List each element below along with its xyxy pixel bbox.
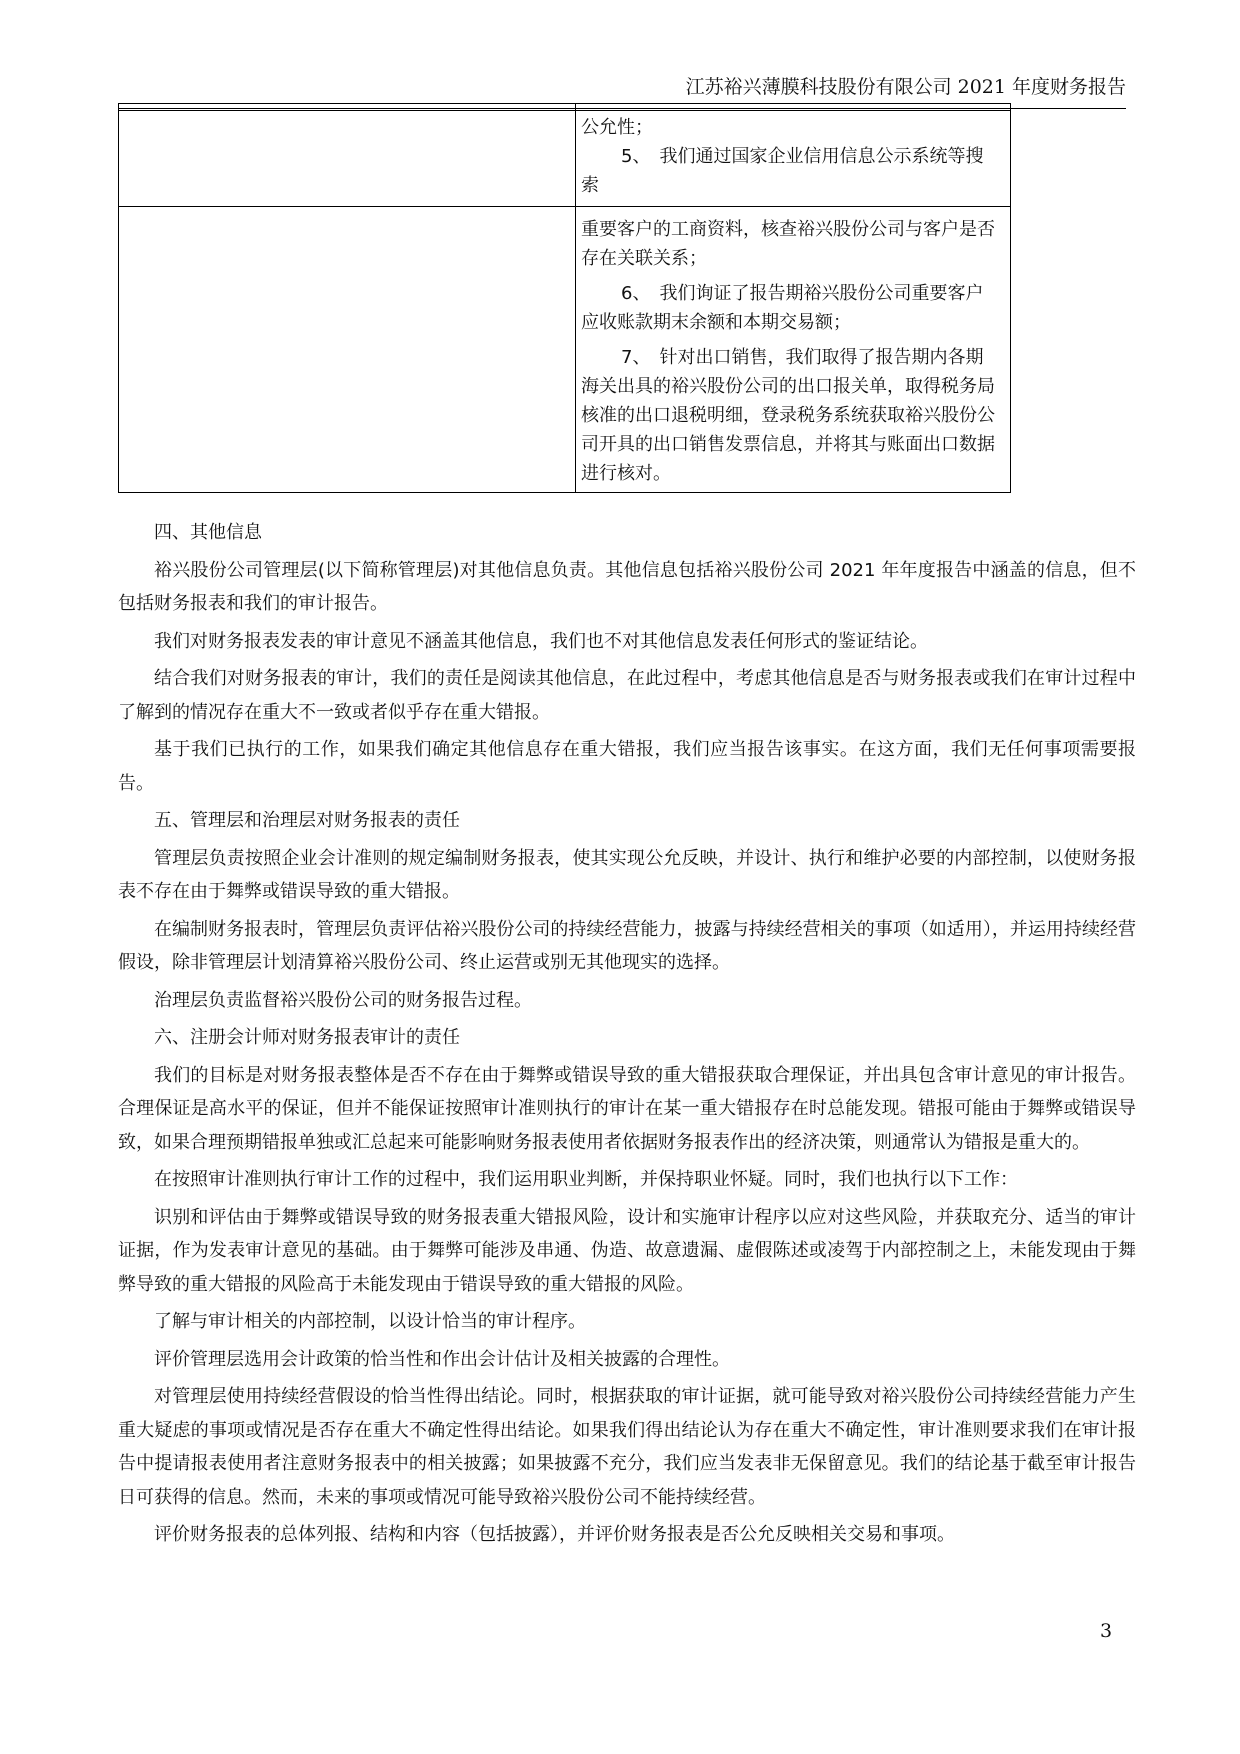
table-row	[119, 207, 1011, 493]
document-body	[118, 516, 1136, 1552]
cell-paragraph: 7、 针对出口销售，我们取得了报告期内各期海关出具的裕兴股份公司的出口报关单，取得税务局核准的出口退税明细，登录税务系统获取裕兴股份公司开具的出口销售发票信息，并将其与账面出口数据进行核对。	[581, 347, 995, 484]
cell-paragraph: 6、 我们询证了报告期裕兴股份公司重要客户应收账款期末余额和本期交易额；	[581, 283, 984, 333]
paragraph: 裕兴股份公司管理层(以下简称管理层)对其他信息负责。其他信息包括裕兴股份公司 2021 年年度报告中涵盖的信息，但不包括财务报表和我们的审计报告。	[118, 559, 1136, 614]
paragraph: 基于我们已执行的工作，如果我们确定其他信息存在重大错报，我们应当报告该事实。在这方面，我们无任何事项需要报告。	[118, 739, 1136, 794]
section-heading: 五、管理层和治理层对财务报表的责任	[154, 810, 460, 831]
table-cell-right	[576, 207, 1011, 493]
table-cell-left	[119, 104, 576, 111]
paragraph: 识别和评估由于舞弊或错误导致的财务报表重大错报风险，设计和实施审计程序以应对这些风险，并获取充分、适当的审计证据，作为发表审计意见的基础。由于舞弊可能涉及串通、伪造、故意遗漏、虚假陈述或凌驾于内部控制之上，未能发现由于舞弊导致的重大错报的风险高于未能发现由于错误导致的重大错报的风险。	[118, 1206, 1136, 1295]
paragraph: 结合我们对财务报表的审计，我们的责任是阅读其他信息，在此过程中，考虑其他信息是否与财务报表或我们在审计过程中了解到的情况存在重大不一致或者似乎存在重大错报。	[118, 668, 1136, 723]
cell-paragraph: 5、 我们通过国家企业信用信息公示系统等搜索	[581, 146, 984, 196]
paragraph: 我们对财务报表发表的审计意见不涵盖其他信息，我们也不对其他信息发表任何形式的鉴证结论。	[154, 630, 928, 652]
table-cell-right	[576, 111, 1011, 207]
paragraph: 评价财务报表的总体列报、结构和内容（包括披露），并评价财务报表是否公允反映相关交易和事项。	[154, 1524, 955, 1545]
table-cell-left	[119, 111, 576, 207]
table-row	[119, 111, 1011, 207]
paragraph: 在按照审计准则执行审计工作的过程中，我们运用职业判断，并保持职业怀疑。同时，我们也执行以下工作：	[154, 1169, 1018, 1190]
paragraph: 治理层负责监督裕兴股份公司的财务报告过程。	[154, 989, 532, 1011]
paragraph: 评价管理层选用会计政策的恰当性和作出会计估计及相关披露的合理性。	[154, 1348, 730, 1370]
paragraph: 管理层负责按照企业会计准则的规定编制财务报表，使其实现公允反映，并设计、执行和维护必要的内部控制，以使财务报表不存在由于舞弊或错误导致的重大错报。	[118, 847, 1136, 902]
page-number: 3	[1100, 1620, 1113, 1642]
audit-matters-table	[118, 103, 1011, 493]
paragraph: 在编制财务报表时，管理层负责评估裕兴股份公司的持续经营能力，披露与持续经营相关的事项（如适用），并运用持续经营假设，除非管理层计划清算裕兴股份公司、终止运营或别无其他现实的选择。	[118, 918, 1136, 973]
cell-paragraph: 重要客户的工商资料，核查裕兴股份公司与客户是否存在关联关系；	[581, 219, 995, 269]
table-header-row	[119, 104, 1011, 111]
header-title: 江苏裕兴薄膜科技股份有限公司 2021 年度财务报告	[685, 76, 1126, 98]
table-cell-left	[119, 207, 576, 493]
paragraph: 对管理层使用持续经营假设的恰当性得出结论。同时，根据获取的审计证据，就可能导致对裕兴股份公司持续经营能力产生重大疑虑的事项或情况是否存在重大不确定性得出结论。如果我们得出结论认为存在重大不确定性，审计准则要求我们在审计报告中提请报表使用者注意财务报表中的相关披露；如果披露不充分，我们应当发表非无保留意见。我们的结论基于截至审计报告日可获得的信息。然而，未来的事项或情况可能导致裕兴股份公司不能持续经营。	[118, 1386, 1136, 1508]
section-heading: 六、注册会计师对财务报表审计的责任	[154, 1027, 460, 1048]
table-cell-right	[576, 104, 1011, 111]
paragraph: 了解与审计相关的内部控制，以设计恰当的审计程序。	[154, 1311, 586, 1332]
paragraph: 我们的目标是对财务报表整体是否不存在由于舞弊或错误导致的重大错报获取合理保证，并出具包含审计意见的审计报告。合理保证是高水平的保证，但并不能保证按照审计准则执行的审计在某一重大错报存在时总能发现。错报可能由于舞弊或错误导致，如果合理预期错报单独或汇总起来可能影响财务报表使用者依据财务报表作出的经济决策，则通常认为错报是重大的。	[118, 1064, 1136, 1153]
section-heading: 四、其他信息	[154, 522, 262, 543]
cell-paragraph: 公允性；	[581, 117, 653, 138]
